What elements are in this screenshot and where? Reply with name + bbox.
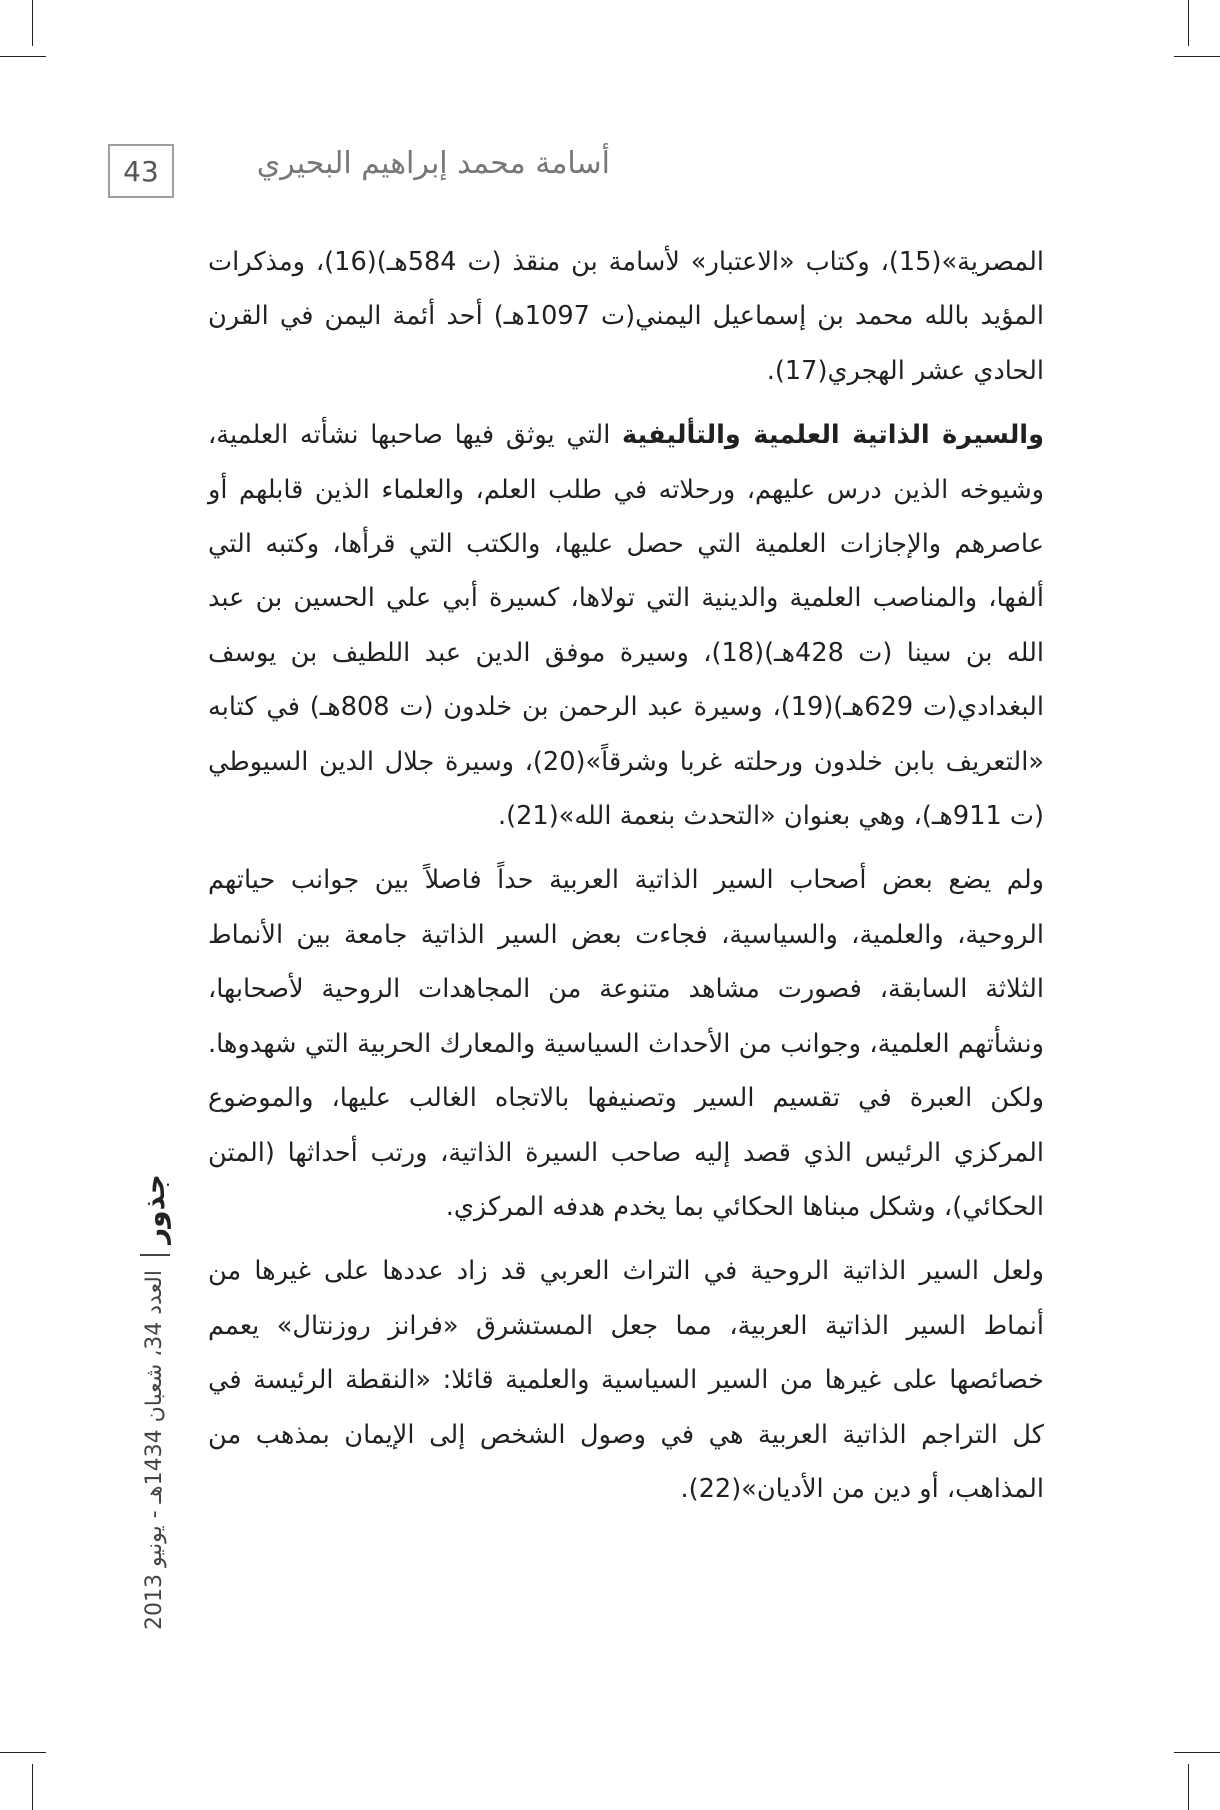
paragraph-1: المصرية»(15)، وكتاب «الاعتبار» لأسامة بن منقذ (ت 584هـ)(16)، ومذكرات المؤيد بالله محمد بن إسماعيل اليمني(ت 1097هـ) أحد أئمة اليمن في القرن الحادي عشر الهجري(17). [208, 247, 1044, 386]
crop-mark [1188, 0, 1189, 46]
article-body [208, 235, 1044, 1526]
paragraph-2 [208, 408, 1044, 843]
running-head-author: أسامة محمد إبراهيم البحيري [256, 146, 610, 181]
crop-mark [0, 1752, 46, 1753]
crop-mark [32, 0, 33, 46]
paragraph-2-bold-lead: والسيرة الذاتية العلمية والتأليفية [622, 420, 1044, 451]
side-footer [138, 1168, 171, 1640]
issue-info: العدد 34، شعبان 1434هـ - يونيو 2013 [142, 1269, 167, 1630]
page-number [108, 144, 174, 198]
crop-mark [32, 1764, 33, 1810]
footer-separator [140, 1254, 170, 1256]
crop-mark [1188, 1764, 1189, 1810]
crop-mark [1174, 56, 1220, 57]
page-number-text: 43 [123, 154, 159, 188]
crop-mark [1174, 1752, 1220, 1753]
journal-logo: جذور [138, 1174, 171, 1244]
crop-mark [0, 56, 46, 57]
paragraph-2-text: التي يوثق فيها صاحبها نشأته العلمية، وشيوخه الذين درس عليهم، ورحلاته في طلب العلم، والعلماء الذين قابلهم أو عاصرهم والإجازات العلمية التي حصل عليها، والكتب التي قرأها، وكتبه التي ألفها، والمناصب العلمية والدينية التي تولاها، كسيرة أبي علي الحسين بن عبد الله بن سينا (ت 428هـ)(18)، وسيرة موفق الدين عبد اللطيف بن يوسف البغدادي(ت 629هـ)(19)، وسيرة عبد الرحمن بن خلدون (ت 808هـ) في كتابه «التعريف بابن خلدون ورحلته غربا وشرقاً»(20)، وسيرة جلال الدين السيوطي (ت 911هـ)، وهي بعنوان «التحدث بنعمة الله»(21). [208, 420, 1045, 832]
paragraph-3: ولم يضع بعض أصحاب السير الذاتية العربية حداً فاصلاً بين جوانب حياتهم الروحية، والعلمية، والسياسية، فجاءت بعض السير الذاتية جامعة بين الأنماط الثلاثة السابقة، فصورت مشاهد متنوعة من المجاهدات الروحية لأصحابها، ونشأتهم العلمية، وجوانب من الأحداث السياسية والمعارك الحربية التي شهدوها. ولكن العبرة في تقسيم السير وتصنيفها بالاتجاه الغالب عليها، والموضوع المركزي الرئيس الذي قصد إليه صاحب السيرة الذاتية، ورتب أحداثها (المتن الحكائي)، وشكل مبناها الحكائي بما يخدم هدفه المركزي. [208, 865, 1044, 1222]
paragraph-4: ولعل السير الذاتية الروحية في التراث العربي قد زاد عددها على غيرها من أنماط السير الذاتية العربية، مما جعل المستشرق «فرانز روزنتال» يعمم خصائصها على غيرها من السير السياسية والعلمية قائلا: «النقطة الرئيسة في كل التراجم الذاتية العربية هي في وصول الشخص إلى الإيمان بمذهب من المذاهب، أو دين من الأديان»(22). [208, 1256, 1044, 1504]
